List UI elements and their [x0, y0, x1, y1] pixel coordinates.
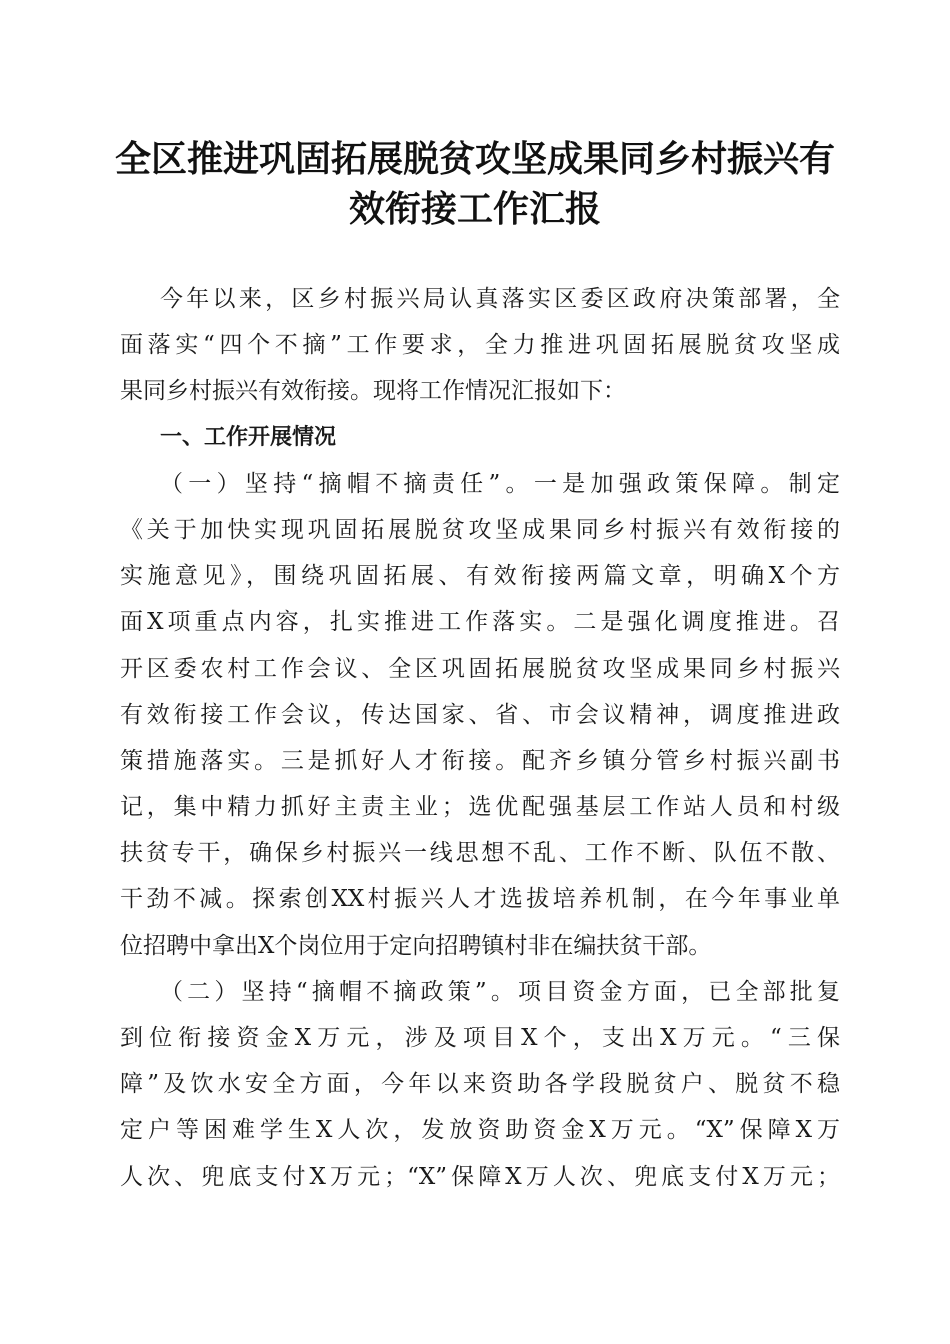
- document-title: [100, 134, 850, 234]
- document-body: [120, 276, 840, 1200]
- paragraph-line: 记，集中精力抓好主责主业；选优配强基层工作站人员和村级: [120, 794, 840, 821]
- section-heading: 一、工作开展情况: [160, 424, 337, 450]
- paragraph-line: 干劲不减。探索创XX村振兴人才选拔培养机制，在今年事业单: [120, 886, 840, 913]
- paragraph-line: 有效衔接工作会议，传达国家、省、市会议精神，调度推进政: [120, 701, 840, 728]
- paragraph-line: 扶贫专干，确保乡村振兴一线思想不乱、工作不断、队伍不散、: [120, 840, 840, 867]
- paragraph-line: 障”及饮水安全方面，今年以来资助各学段脱贫户、脱贫不稳: [120, 1071, 840, 1098]
- paragraph-line: 位招聘中拿出X个岗位用于定向招聘镇村非在编扶贫干部。: [120, 932, 712, 959]
- paragraph-line: 策措施落实。三是抓好人才衔接。配齐乡镇分管乡村振兴副书: [120, 747, 840, 774]
- paragraph-line: 开区委农村工作会议、全区巩固拓展脱贫攻坚成果同乡村振兴: [120, 655, 840, 682]
- intro-line: 今年以来，区乡村振兴局认真落实区委区政府决策部署，全: [160, 286, 840, 312]
- intro-line: 果同乡村振兴有效衔接。现将工作情况汇报如下：: [120, 378, 626, 405]
- paragraph-line: 人次、兜底支付X万元；“X”保障X万人次、兜底支付X万元；: [120, 1163, 840, 1190]
- intro-line: 面落实“四个不摘”工作要求，全力推进巩固拓展脱贫攻坚成: [120, 332, 840, 359]
- title-line: 效衔接工作汇报: [348, 188, 601, 230]
- title-line: 全区推进巩固拓展脱贫攻坚成果同乡村振兴有: [114, 138, 835, 180]
- paragraph-line: 定户等困难学生X人次，发放资助资金X万元。“X”保障X万: [120, 1117, 840, 1144]
- paragraph-line: 到位衔接资金X万元，涉及项目X个，支出X万元。“三保: [120, 1025, 840, 1051]
- paragraph-line: （二）坚持“摘帽不摘政策”。项目资金方面，已全部批复: [160, 978, 840, 1005]
- paragraph-line: （一）坚持“摘帽不摘责任”。一是加强政策保障。制定: [160, 470, 840, 497]
- paragraph-line: 《关于加快实现巩固拓展脱贫攻坚成果同乡村振兴有效衔接的: [120, 516, 840, 543]
- paragraph-line: 面X项重点内容，扎实推进工作落实。二是强化调度推进。召: [120, 609, 840, 636]
- paragraph-line: 实施意见》，围绕巩固拓展、有效衔接两篇文章，明确X个方: [120, 563, 840, 590]
